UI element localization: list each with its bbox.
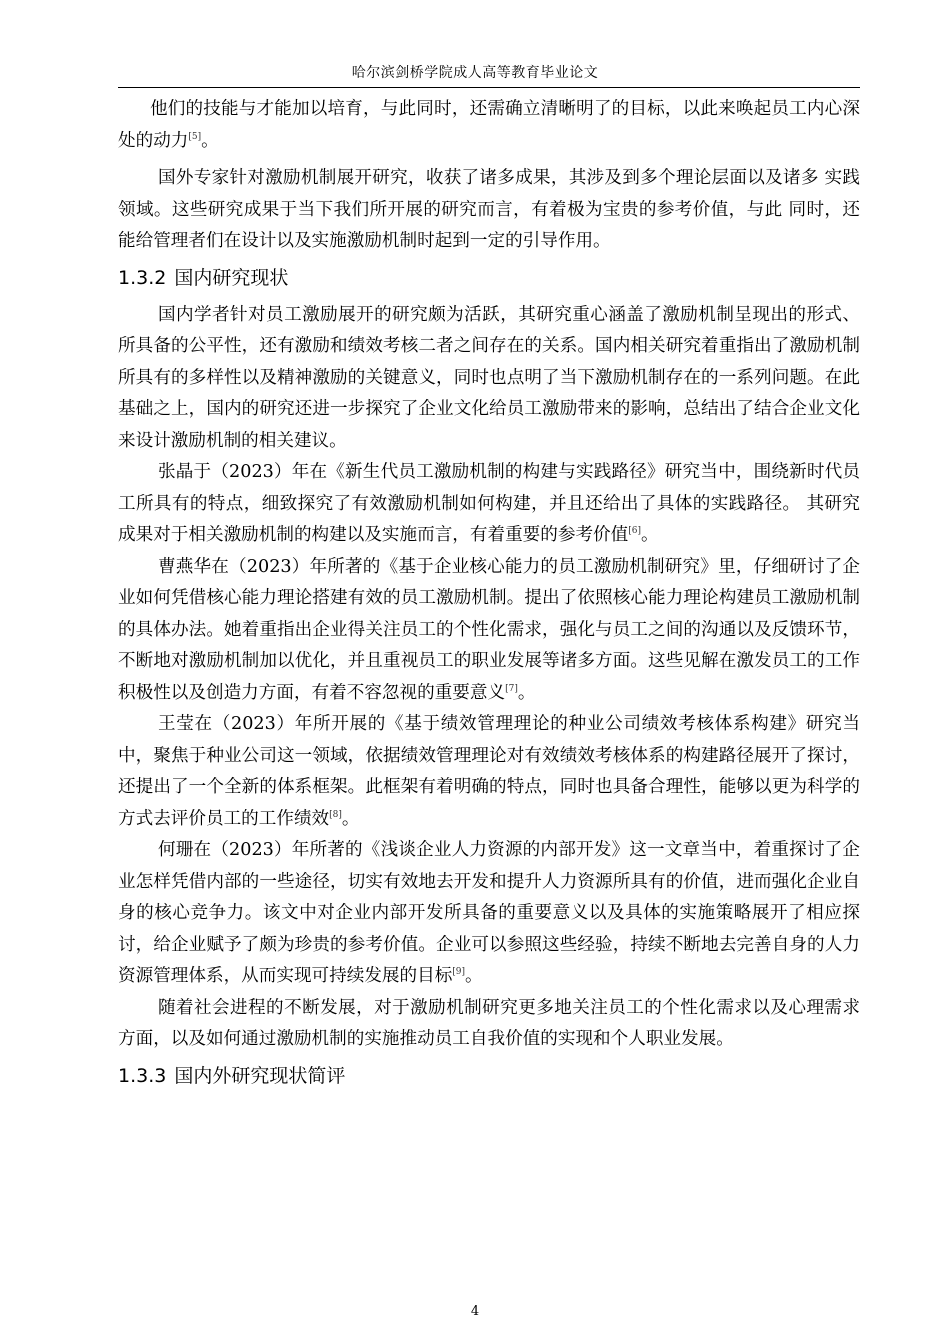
header-divider <box>118 87 860 88</box>
citation-ref[interactable]: [8] <box>329 809 342 820</box>
section-number: 1.3.2 <box>118 266 167 289</box>
paragraph-zhang-jing: 张晶于（2023）年在《新生代员工激励机制的构建与实践路径》研究当中，围绕新时代员工所具有的特点，细致探究了有效激励机制如何构建，并且还给出了具体的实践路径。 其研究成果对于相关激励机制的构建以及实施而言，有着重要的参考价值[6]。 <box>118 462 860 545</box>
citation-ref[interactable]: [5] <box>188 131 202 142</box>
paragraph-continuation: 他们的技能与才能加以培育，与此同时，还需确立清晰明了的目标，以此来唤起员工内心深处的动力[5]。 <box>118 99 860 151</box>
section-heading-1-3-3 <box>118 1062 860 1090</box>
citation-ref[interactable]: [6] <box>628 526 641 537</box>
paragraph-wang-ying: 王莹在（2023）年所开展的《基于绩效管理理论的种业公司绩效考核体系构建》研究当中，聚焦于种业公司这一领域，依据绩效管理理论对有效绩效考核体系的构建路径展开了探讨，还提出了一个全新的体系框架。此框架有着明确的特点，同时也具备合理性，能够以更为科学的方式去评价员工的工作绩效[8]。 <box>118 714 860 829</box>
paragraph-cao-yanhua: 曹燕华在（2023）年所著的《基于企业核心能力的员工激励机制研究》里，仔细研讨了企业如何凭借核心能力理论搭建有效的员工激励机制。提出了依照核心能力理论构建员工激励机制的具体办法。她着重指出企业得关注员工的个性化需求，强化与员工之间的沟通以及反馈环节，不断地对激励机制加以优化，并且重视员工的职业发展等诸多方面。这些见解在激发员工的工作积极性以及创造力方面，有着不容忽视的重要意义[7]。 <box>118 556 860 703</box>
paragraph-trend: 随着社会进程的不断发展，对于激励机制研究更多地关注员工的个性化需求以及心理需求方面，以及如何通过激励机制的实施推动员工自我价值的实现和个人职业发展。 <box>118 997 860 1049</box>
citation-ref[interactable]: [7] <box>505 683 518 694</box>
section-number: 1.3.3 <box>118 1064 167 1087</box>
section-title: 国内研究现状 <box>174 266 289 289</box>
citation-ref[interactable]: [9] <box>452 967 466 978</box>
page-number: 4 <box>470 1304 480 1319</box>
paragraph-domestic-overview: 国内学者针对员工激励展开的研究颇为活跃，其研究重心涵盖了激励机制呈现出的形式、所具备的公平性，还有激励和绩效考核二者之间存在的关系。国内相关研究着重指出了激励机制所具有的多样性以及精神激励的关键意义，同时也点明了当下激励机制存在的一系列问题。在此基础之上，国内的研究还进一步探究了企业文化给员工激励带来的影响，总结出了结合企业文化来设计激励机制的相关建议。 <box>118 304 860 451</box>
page-header: 哈尔滨剑桥学院成人高等教育毕业论文 <box>351 65 599 81</box>
page-body <box>118 94 860 1098</box>
section-heading-1-3-2 <box>118 264 860 292</box>
paragraph-foreign-summary: 国外专家针对激励机制展开研究，收获了诸多成果，其涉及到多个理论层面以及诸多 实践领域。这些研究成果于当下我们所开展的研究而言，有着极为宝贵的参考价值，与此 同时，还能给管理者们在设计以及实施激励机制时起到一定的引导作用。 <box>118 168 860 251</box>
section-title: 国内外研究现状简评 <box>174 1064 346 1087</box>
paragraph-he-shan: 何珊在（2023）年所著的《浅谈企业人力资源的内部开发》这一文章当中，着重探讨了企业怎样凭借内部的一些途径，切实有效地去开发和提升人力资源所具有的价值，进而强化企业自身的核心竞争力。该文中对企业内部开发所具备的重要意义以及具体的实施策略展开了相应探讨，给企业赋予了颇为珍贵的参考价值。企业可以参照这些经验，持续不断地去完善自身的人力资源管理体系，从而实现可持续发展的目标[9]。 <box>118 840 860 986</box>
